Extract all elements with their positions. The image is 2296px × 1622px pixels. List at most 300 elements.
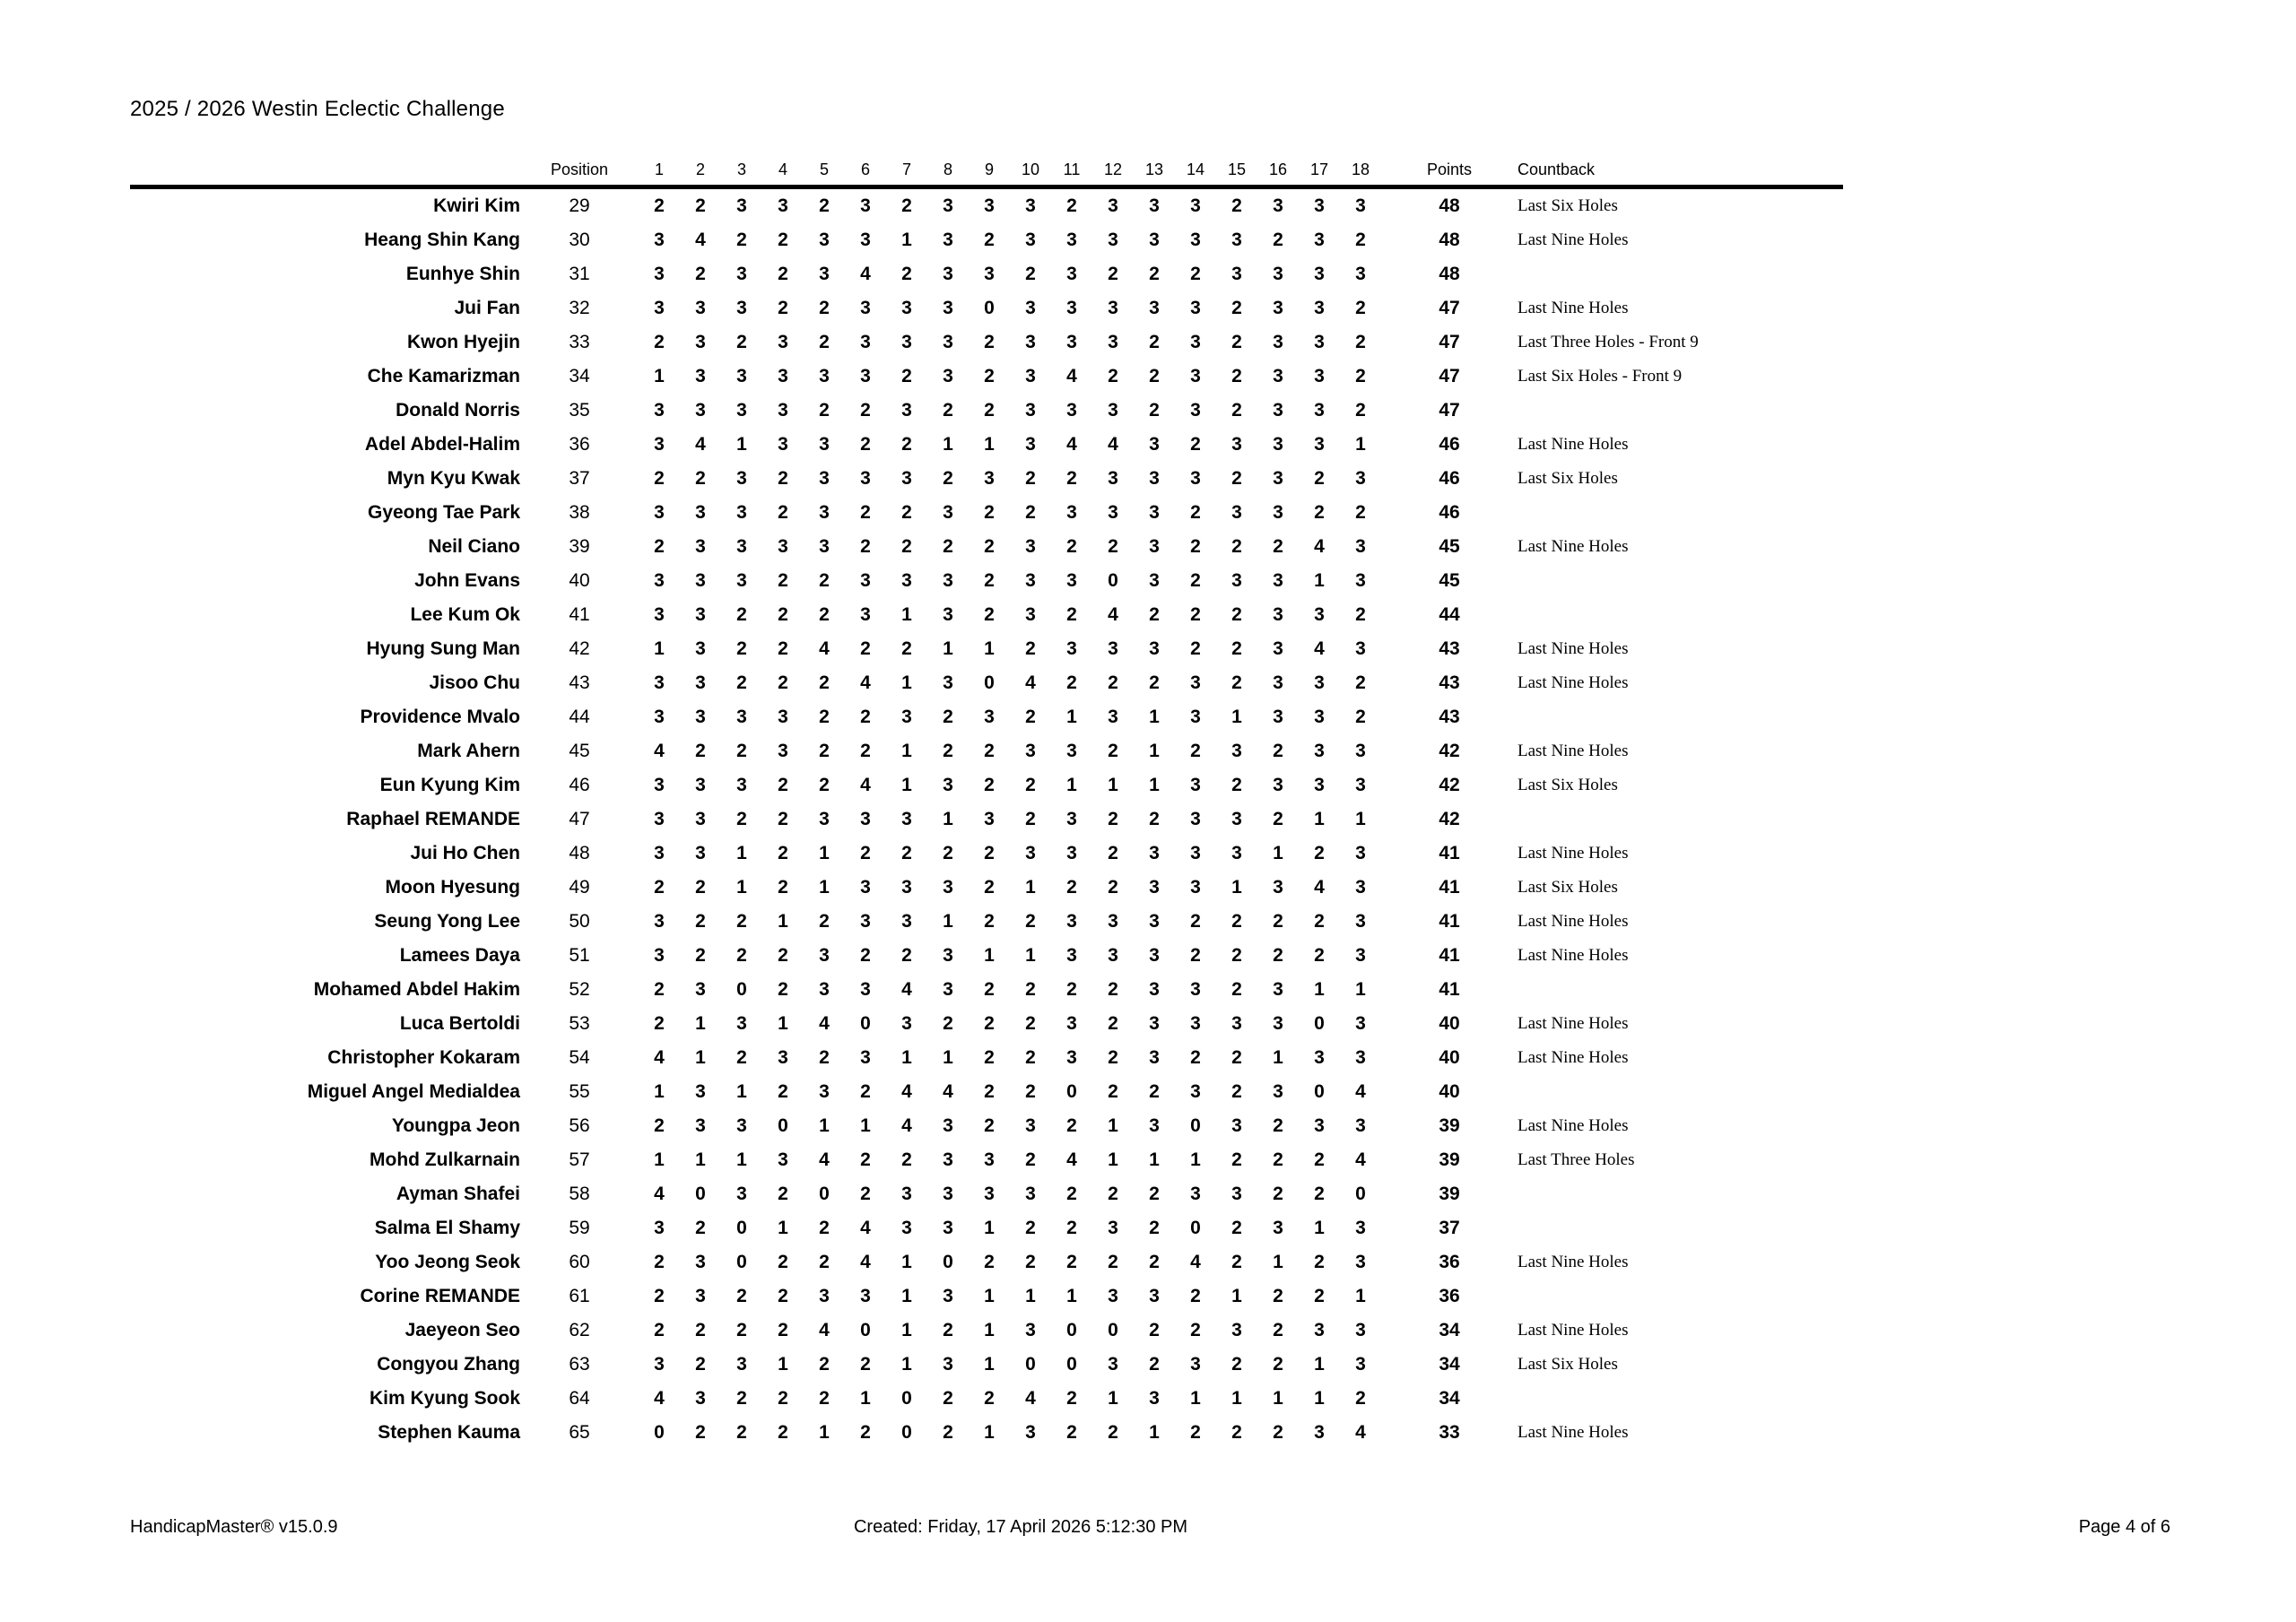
hole-17-score: 3 (1314, 741, 1325, 761)
hole-13-score: 2 (1149, 366, 1160, 386)
hole-10-score: 2 (1025, 1047, 1036, 1068)
hole-16-score: 1 (1273, 843, 1283, 863)
hole-11-score: 3 (1066, 230, 1077, 250)
hole-13-score: 3 (1149, 195, 1160, 216)
countback-value: Last Nine Holes (1518, 639, 1629, 658)
points-value: 36 (1439, 1252, 1460, 1272)
hole-13-score: 2 (1149, 1081, 1160, 1102)
table-row (130, 871, 1843, 905)
hole-14-score: 3 (1190, 298, 1201, 318)
hole-4-score: 3 (778, 741, 788, 761)
hole-12-score: 2 (1108, 1252, 1118, 1272)
table-row (130, 1177, 1843, 1211)
table-row (130, 496, 1843, 530)
hole-1-score: 2 (654, 332, 665, 352)
column-header-hole-18: 18 (1351, 160, 1370, 178)
hole-9-score: 2 (984, 1252, 995, 1272)
table-row (130, 257, 1843, 291)
hole-11-score: 3 (1066, 332, 1077, 352)
points-value: 40 (1439, 1047, 1460, 1068)
hole-5-score: 1 (819, 877, 830, 898)
player-name: Mohd Zulkarnain (370, 1149, 520, 1170)
table-row (130, 325, 1843, 360)
hole-14-score: 2 (1190, 502, 1201, 523)
player-name: Salma El Shamy (374, 1218, 520, 1238)
table-row (130, 598, 1843, 632)
hole-13-score: 3 (1149, 1047, 1160, 1068)
hole-16-score: 3 (1273, 775, 1283, 795)
position-value: 47 (569, 809, 590, 829)
hole-10-score: 3 (1025, 332, 1036, 352)
hole-10-score: 1 (1025, 1286, 1036, 1306)
hole-5-score: 3 (819, 1286, 830, 1306)
column-header-hole-11: 11 (1063, 160, 1081, 178)
hole-1-score: 2 (654, 468, 665, 489)
hole-2-score: 1 (695, 1013, 706, 1034)
hole-10-score: 2 (1025, 1081, 1036, 1102)
hole-1-score: 2 (654, 877, 665, 898)
hole-8-score: 3 (943, 230, 953, 250)
hole-3-score: 2 (736, 809, 747, 829)
hole-2-score: 3 (695, 1388, 706, 1409)
table-row (130, 1211, 1843, 1245)
hole-12-score: 1 (1108, 1115, 1118, 1136)
countback-value: Last Nine Holes (1518, 1423, 1629, 1442)
hole-12-score: 2 (1108, 1422, 1118, 1443)
table-row (130, 1041, 1843, 1075)
points-value: 42 (1439, 741, 1460, 761)
points-value: 47 (1439, 298, 1460, 318)
hole-11-score: 2 (1066, 195, 1077, 216)
hole-17-score: 4 (1314, 877, 1325, 898)
table-row (130, 700, 1843, 734)
hole-12-score: 3 (1108, 230, 1118, 250)
hole-11-score: 4 (1066, 1149, 1077, 1170)
hole-15-score: 3 (1231, 1115, 1242, 1136)
hole-7-score: 3 (901, 1218, 912, 1238)
hole-13-score: 1 (1149, 1422, 1160, 1443)
hole-10-score: 3 (1025, 604, 1036, 625)
hole-12-score: 4 (1108, 604, 1118, 625)
hole-10-score: 2 (1025, 1013, 1036, 1034)
hole-5-score: 2 (819, 741, 830, 761)
hole-15-score: 2 (1231, 536, 1242, 557)
hole-5-score: 3 (819, 1081, 830, 1102)
hole-14-score: 2 (1190, 1422, 1201, 1443)
hole-16-score: 2 (1273, 1422, 1283, 1443)
hole-16-score: 3 (1273, 604, 1283, 625)
hole-11-score: 2 (1066, 468, 1077, 489)
hole-9-score: 2 (984, 1047, 995, 1068)
hole-10-score: 3 (1025, 570, 1036, 591)
hole-7-score: 1 (901, 1354, 912, 1375)
hole-15-score: 2 (1231, 195, 1242, 216)
hole-12-score: 2 (1108, 1013, 1118, 1034)
hole-18-score: 1 (1355, 1286, 1366, 1306)
position-value: 35 (569, 400, 590, 421)
hole-12-score: 2 (1108, 843, 1118, 863)
hole-11-score: 3 (1066, 638, 1077, 659)
table-row (130, 939, 1843, 973)
hole-5-score: 3 (819, 979, 830, 1000)
hole-15-score: 3 (1231, 434, 1242, 455)
hole-7-score: 2 (901, 366, 912, 386)
hole-4-score: 2 (778, 298, 788, 318)
hole-12-score: 2 (1108, 979, 1118, 1000)
hole-5-score: 3 (819, 366, 830, 386)
hole-12-score: 1 (1108, 1388, 1118, 1409)
hole-5-score: 2 (819, 1047, 830, 1068)
position-value: 31 (569, 264, 590, 284)
hole-5-score: 2 (819, 911, 830, 932)
hole-5-score: 1 (819, 843, 830, 863)
hole-4-score: 2 (778, 775, 788, 795)
hole-18-score: 3 (1355, 536, 1366, 557)
hole-17-score: 3 (1314, 775, 1325, 795)
position-value: 63 (569, 1354, 590, 1375)
hole-18-score: 3 (1355, 1354, 1366, 1375)
footer-created-timestamp: Created: Friday, 17 April 2026 5:12:30 PM (853, 1517, 1188, 1537)
hole-18-score: 2 (1355, 707, 1366, 727)
points-value: 41 (1439, 877, 1460, 898)
hole-2-score: 2 (695, 945, 706, 966)
hole-9-score: 1 (984, 1320, 995, 1340)
hole-16-score: 3 (1273, 434, 1283, 455)
player-name: Donald Norris (396, 400, 520, 421)
hole-9-score: 2 (984, 1388, 995, 1409)
hole-4-score: 1 (778, 1354, 788, 1375)
hole-13-score: 1 (1149, 775, 1160, 795)
hole-3-score: 3 (736, 468, 747, 489)
hole-8-score: 3 (943, 1354, 953, 1375)
hole-2-score: 2 (695, 741, 706, 761)
hole-3-score: 2 (736, 1320, 747, 1340)
hole-12-score: 3 (1108, 1354, 1118, 1375)
hole-5-score: 2 (819, 707, 830, 727)
column-header-hole-12: 12 (1103, 160, 1123, 178)
hole-13-score: 2 (1149, 672, 1160, 693)
hole-9-score: 2 (984, 741, 995, 761)
hole-6-score: 3 (860, 332, 871, 352)
hole-3-score: 3 (736, 775, 747, 795)
hole-11-score: 2 (1066, 877, 1077, 898)
hole-12-score: 3 (1108, 911, 1118, 932)
hole-10-score: 2 (1025, 1218, 1036, 1238)
hole-4-score: 2 (778, 230, 788, 250)
hole-16-score: 2 (1273, 911, 1283, 932)
hole-4-score: 0 (778, 1115, 788, 1136)
player-name: Jui Fan (454, 298, 520, 318)
hole-17-score: 1 (1314, 1388, 1325, 1409)
hole-11-score: 2 (1066, 672, 1077, 693)
player-name: Che Kamarizman (367, 366, 520, 386)
player-name: Kwiri Kim (433, 195, 520, 216)
hole-15-score: 2 (1231, 1081, 1242, 1102)
hole-13-score: 1 (1149, 1149, 1160, 1170)
table-row (130, 973, 1843, 1007)
hole-9-score: 2 (984, 911, 995, 932)
hole-2-score: 2 (695, 1320, 706, 1340)
points-value: 41 (1439, 945, 1460, 966)
footer-page-number: Page 4 of 6 (2078, 1517, 2170, 1537)
hole-18-score: 3 (1355, 1320, 1366, 1340)
hole-16-score: 2 (1273, 230, 1283, 250)
table-header-row (130, 154, 1843, 185)
table-body (130, 189, 1843, 1450)
footer-app-version: HandicapMaster® v15.0.9 (130, 1517, 338, 1537)
hole-10-score: 2 (1025, 775, 1036, 795)
hole-1-score: 3 (654, 230, 665, 250)
countback-value: Last Six Holes (1518, 878, 1618, 897)
hole-7-score: 1 (901, 1047, 912, 1068)
hole-1-score: 2 (654, 195, 665, 216)
hole-18-score: 1 (1355, 979, 1366, 1000)
hole-12-score: 3 (1108, 298, 1118, 318)
hole-5-score: 2 (819, 1218, 830, 1238)
hole-18-score: 3 (1355, 741, 1366, 761)
hole-5-score: 3 (819, 536, 830, 557)
hole-1-score: 1 (654, 366, 665, 386)
hole-17-score: 3 (1314, 195, 1325, 216)
hole-2-score: 2 (695, 264, 706, 284)
hole-14-score: 2 (1190, 604, 1201, 625)
column-header-hole-2: 2 (695, 160, 705, 178)
hole-5-score: 2 (819, 672, 830, 693)
hole-6-score: 4 (860, 1218, 871, 1238)
countback-value: Last Nine Holes (1518, 1321, 1629, 1340)
hole-6-score: 3 (860, 877, 871, 898)
hole-16-score: 2 (1273, 1115, 1283, 1136)
hole-3-score: 3 (736, 502, 747, 523)
hole-14-score: 2 (1190, 536, 1201, 557)
table-row (130, 291, 1843, 325)
points-value: 39 (1439, 1149, 1460, 1170)
hole-10-score: 2 (1025, 979, 1036, 1000)
hole-1-score: 3 (654, 911, 665, 932)
position-value: 40 (569, 570, 590, 591)
hole-15-score: 3 (1231, 741, 1242, 761)
hole-10-score: 3 (1025, 1320, 1036, 1340)
hole-7-score: 3 (901, 332, 912, 352)
hole-11-score: 3 (1066, 911, 1077, 932)
hole-6-score: 3 (860, 298, 871, 318)
column-header-points: Points (1426, 160, 1473, 178)
column-header-hole-9: 9 (984, 160, 994, 178)
points-value: 48 (1439, 195, 1460, 216)
hole-16-score: 2 (1273, 945, 1283, 966)
hole-14-score: 3 (1190, 230, 1201, 250)
hole-11-score: 4 (1066, 434, 1077, 455)
hole-3-score: 3 (736, 400, 747, 421)
leaderboard-table (130, 154, 1843, 1450)
hole-15-score: 2 (1231, 1218, 1242, 1238)
hole-3-score: 2 (736, 911, 747, 932)
hole-1-score: 0 (654, 1422, 665, 1443)
hole-18-score: 3 (1355, 638, 1366, 659)
table-row (130, 1279, 1843, 1314)
player-name: Jaeyeon Seo (404, 1320, 520, 1340)
hole-4-score: 1 (778, 911, 788, 932)
hole-15-score: 2 (1231, 1047, 1242, 1068)
countback-value: Last Nine Holes (1518, 230, 1629, 249)
position-value: 39 (569, 536, 590, 557)
countback-value: Last Nine Holes (1518, 435, 1629, 454)
hole-3-score: 3 (736, 298, 747, 318)
hole-1-score: 2 (654, 1320, 665, 1340)
points-value: 42 (1439, 775, 1460, 795)
hole-18-score: 2 (1355, 298, 1366, 318)
player-name: Moon Hyesung (385, 877, 520, 898)
hole-14-score: 2 (1190, 1047, 1201, 1068)
hole-18-score: 2 (1355, 230, 1366, 250)
table-row (130, 189, 1843, 223)
hole-14-score: 3 (1190, 979, 1201, 1000)
hole-5-score: 2 (819, 332, 830, 352)
hole-18-score: 3 (1355, 945, 1366, 966)
hole-4-score: 2 (778, 502, 788, 523)
hole-6-score: 2 (860, 536, 871, 557)
hole-16-score: 3 (1273, 366, 1283, 386)
hole-9-score: 1 (984, 434, 995, 455)
hole-2-score: 2 (695, 1422, 706, 1443)
hole-2-score: 3 (695, 298, 706, 318)
countback-value: Last Six Holes (1518, 776, 1618, 794)
hole-12-score: 3 (1108, 707, 1118, 727)
hole-8-score: 2 (943, 468, 953, 489)
hole-8-score: 1 (943, 1047, 953, 1068)
hole-5-score: 3 (819, 809, 830, 829)
hole-14-score: 3 (1190, 877, 1201, 898)
hole-6-score: 2 (860, 1354, 871, 1375)
points-value: 43 (1439, 672, 1460, 693)
hole-6-score: 4 (860, 264, 871, 284)
hole-17-score: 2 (1314, 468, 1325, 489)
hole-4-score: 2 (778, 468, 788, 489)
hole-10-score: 3 (1025, 298, 1036, 318)
player-name: Kim Kyung Sook (369, 1388, 520, 1409)
position-value: 45 (569, 741, 590, 761)
hole-11-score: 2 (1066, 1388, 1077, 1409)
hole-13-score: 3 (1149, 979, 1160, 1000)
hole-2-score: 2 (695, 195, 706, 216)
hole-6-score: 2 (860, 1184, 871, 1204)
hole-14-score: 2 (1190, 741, 1201, 761)
hole-4-score: 3 (778, 400, 788, 421)
hole-3-score: 2 (736, 672, 747, 693)
hole-1-score: 2 (654, 979, 665, 1000)
hole-4-score: 2 (778, 1388, 788, 1409)
hole-4-score: 2 (778, 1422, 788, 1443)
hole-11-score: 3 (1066, 264, 1077, 284)
hole-8-score: 4 (943, 1081, 953, 1102)
hole-4-score: 1 (778, 1218, 788, 1238)
hole-4-score: 3 (778, 707, 788, 727)
hole-14-score: 2 (1190, 1286, 1201, 1306)
hole-9-score: 1 (984, 1218, 995, 1238)
hole-6-score: 2 (860, 502, 871, 523)
countback-value: Last Nine Holes (1518, 299, 1629, 317)
position-value: 64 (569, 1388, 590, 1409)
hole-17-score: 3 (1314, 366, 1325, 386)
hole-13-score: 2 (1149, 332, 1160, 352)
hole-15-score: 2 (1231, 979, 1242, 1000)
hole-10-score: 2 (1025, 707, 1036, 727)
hole-15-score: 2 (1231, 366, 1242, 386)
hole-3-score: 3 (736, 1184, 747, 1204)
hole-12-score: 2 (1108, 1081, 1118, 1102)
hole-5-score: 2 (819, 604, 830, 625)
hole-12-score: 3 (1108, 1218, 1118, 1238)
countback-value: Last Three Holes - Front 9 (1518, 333, 1699, 351)
hole-13-score: 2 (1149, 400, 1160, 421)
hole-8-score: 3 (943, 1115, 953, 1136)
hole-14-score: 3 (1190, 1184, 1201, 1204)
hole-17-score: 3 (1314, 332, 1325, 352)
hole-10-score: 2 (1025, 1149, 1036, 1170)
hole-18-score: 3 (1355, 877, 1366, 898)
hole-12-score: 4 (1108, 434, 1118, 455)
hole-6-score: 2 (860, 434, 871, 455)
hole-3-score: 2 (736, 638, 747, 659)
hole-6-score: 4 (860, 1252, 871, 1272)
hole-13-score: 2 (1149, 809, 1160, 829)
hole-14-score: 2 (1190, 638, 1201, 659)
hole-16-score: 3 (1273, 877, 1283, 898)
hole-14-score: 3 (1190, 843, 1201, 863)
hole-15-score: 2 (1231, 638, 1242, 659)
hole-5-score: 2 (819, 1252, 830, 1272)
hole-4-score: 3 (778, 1047, 788, 1068)
hole-8-score: 1 (943, 911, 953, 932)
hole-8-score: 3 (943, 195, 953, 216)
hole-10-score: 4 (1025, 1388, 1036, 1409)
hole-10-score: 2 (1025, 911, 1036, 932)
hole-1-score: 4 (654, 1388, 665, 1409)
hole-11-score: 0 (1066, 1081, 1077, 1102)
page-title: 2025 / 2026 Westin Eclectic Challenge (130, 97, 505, 121)
column-header-hole-14: 14 (1186, 160, 1205, 178)
hole-2-score: 3 (695, 979, 706, 1000)
position-value: 37 (569, 468, 590, 489)
player-name: Miguel Angel Medialdea (307, 1081, 520, 1102)
player-name: Jui Ho Chen (410, 843, 520, 863)
position-value: 51 (569, 945, 590, 966)
player-name: Corine REMANDE (360, 1286, 520, 1306)
hole-15-score: 3 (1231, 809, 1242, 829)
hole-2-score: 2 (695, 877, 706, 898)
hole-1-score: 3 (654, 1354, 665, 1375)
hole-9-score: 3 (984, 1149, 995, 1170)
hole-13-score: 3 (1149, 230, 1160, 250)
hole-9-score: 0 (984, 298, 995, 318)
hole-16-score: 3 (1273, 195, 1283, 216)
hole-6-score: 4 (860, 775, 871, 795)
table-row (130, 1314, 1843, 1348)
column-header-hole-10: 10 (1021, 160, 1040, 178)
hole-5-score: 4 (819, 638, 830, 659)
hole-3-score: 1 (736, 1081, 747, 1102)
hole-6-score: 3 (860, 570, 871, 591)
points-value: 41 (1439, 911, 1460, 932)
hole-2-score: 2 (695, 911, 706, 932)
hole-4-score: 3 (778, 536, 788, 557)
hole-7-score: 1 (901, 1286, 912, 1306)
column-header-hole-4: 4 (778, 160, 787, 178)
points-value: 48 (1439, 264, 1460, 284)
points-value: 39 (1439, 1184, 1460, 1204)
hole-8-score: 2 (943, 1320, 953, 1340)
player-name: Mohamed Abdel Hakim (313, 979, 520, 1000)
